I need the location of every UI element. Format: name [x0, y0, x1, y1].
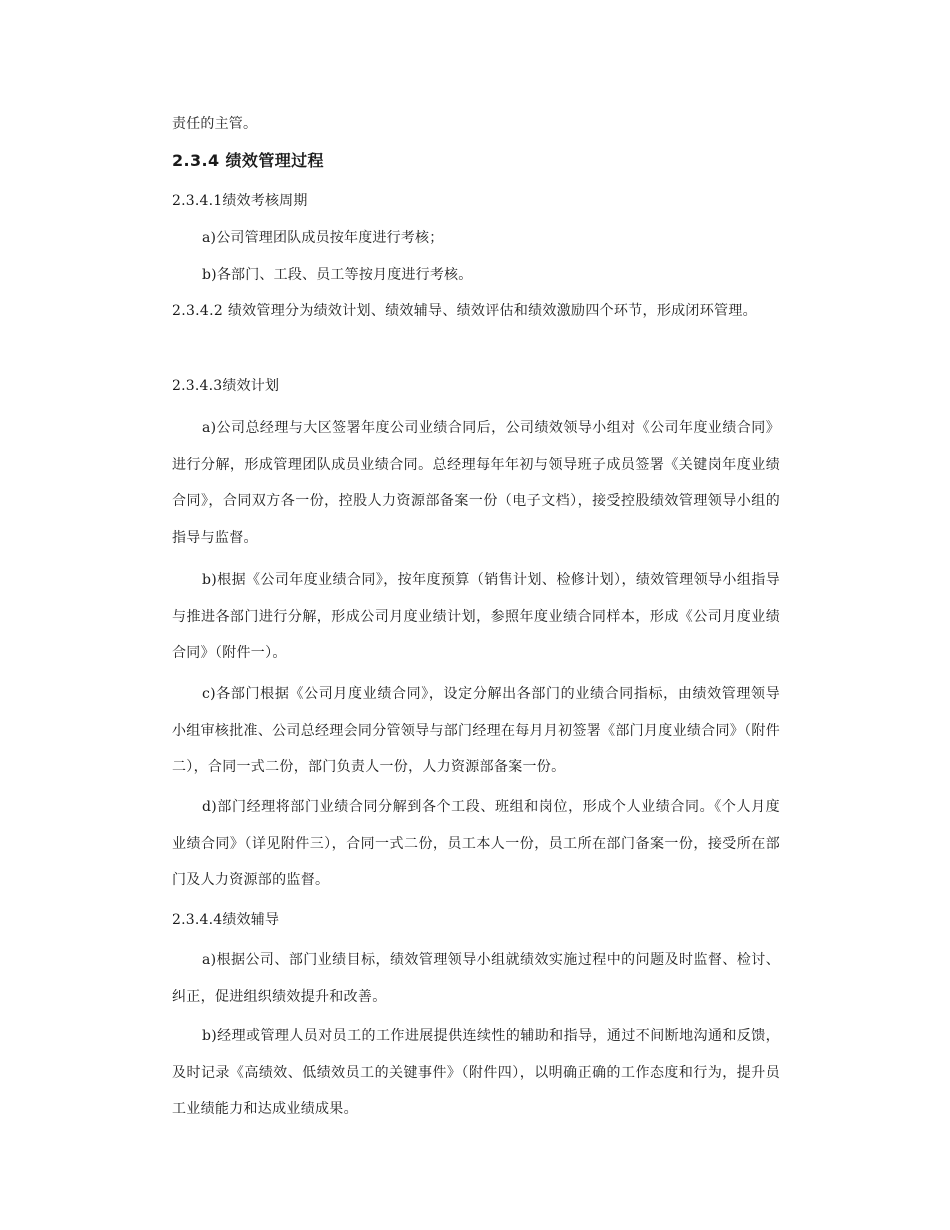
- paragraph-plan-d: d)部门经理将部门业绩合同分解到各个工段、班组和岗位，形成个人业绩合同。《个人月度业绩合同》（详见附件三），合同一式二份，员工本人一份，员工所在部门备案一份，接受所在部门及人力资源部的监督。: [172, 799, 780, 888]
- subsection-title-coaching: 2.3.4.4绩效辅导: [172, 912, 280, 928]
- list-item: a)公司管理团队成员按年度进行考核；: [202, 230, 444, 246]
- paragraph-plan-b: b)根据《公司年度业绩合同》，按年度预算（销售计划、检修计划），绩效管理领导小组指导与推进各部门进行分解，形成公司月度业绩计划，参照年度业绩合同样本，形成《公司月度业绩合同》（附件一）。: [172, 572, 780, 661]
- section-heading: 2.3.4 绩效管理过程: [172, 151, 324, 170]
- paragraph-coaching-a: a)根据公司、部门业绩目标，绩效管理领导小组就绩效实施过程中的问题及时监督、检讨、纠正，促进组织绩效提升和改善。: [172, 952, 780, 1005]
- paragraph-management-stages: 2.3.4.2 绩效管理分为绩效计划、绩效辅导、绩效评估和绩效激励四个环节，形成闭环管理。: [172, 303, 757, 319]
- paragraph-plan-a: a)公司总经理与大区签署年度公司业绩合同后，公司绩效领导小组对《公司年度业绩合同》进行分解，形成管理团队成员业绩合同。总经理每年年初与领导班子成员签署《关键岗年度业绩合同》，合同双方各一份，控股人力资源部备案一份（电子文档），接受控股绩效管理领导小组的指导与监督。: [172, 420, 780, 546]
- paragraph-plan-c: c)各部门根据《公司月度业绩合同》，设定分解出各部门的业绩合同指标，由绩效管理领导小组审核批准、公司总经理会同分管领导与部门经理在每月月初签署《部门月度业绩合同》（附件二），合同一式二份，部门负责人一份，人力资源部备案一份。: [172, 686, 780, 775]
- subsection-title-cycle: 2.3.4.1绩效考核周期: [172, 193, 308, 209]
- paragraph-coaching-b: b)经理或管理人员对员工的工作进展提供连续性的辅助和指导，通过不间断地沟通和反馈，及时记录《高绩效、低绩效员工的关键事件》（附件四），以明确正确的工作态度和行为，提升员工业绩能力和达成业绩成果。: [172, 1028, 780, 1117]
- subsection-title-plan: 2.3.4.3绩效计划: [172, 378, 280, 394]
- intro-tail-text: 责任的主管。: [172, 116, 258, 132]
- list-item: b)各部门、工段、员工等按月度进行考核。: [202, 267, 473, 283]
